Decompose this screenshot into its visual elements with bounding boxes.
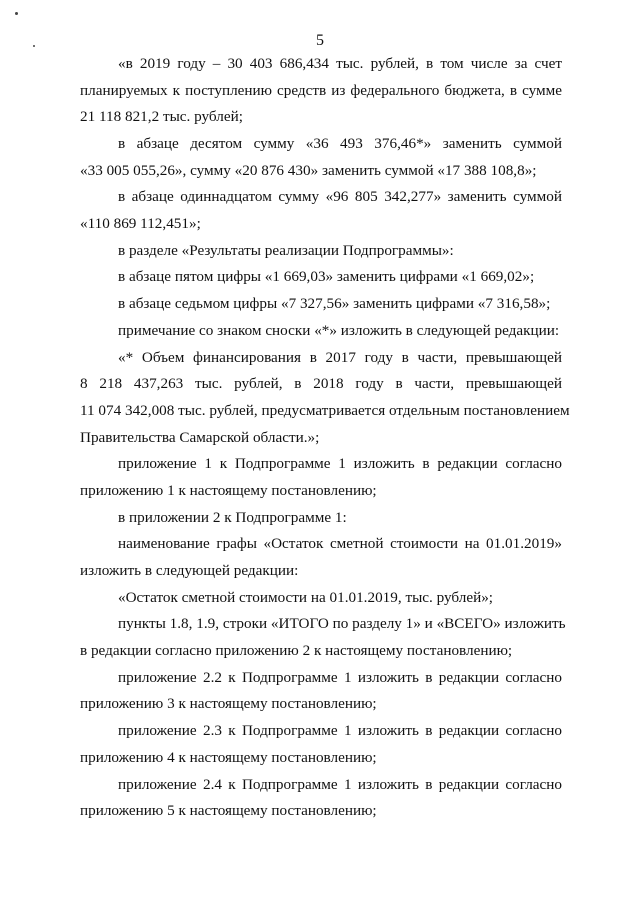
- text-line: приложению 5 к настоящему постановлению;: [80, 802, 377, 819]
- page-number: 5: [316, 32, 324, 49]
- text-line: в редакции согласно приложению 2 к настоящему постановлению;: [80, 642, 513, 659]
- text-line: приложение 2.3 к Подпрограмме 1 изложить в редакции согласно: [118, 722, 562, 739]
- text-line: наименование графы «Остаток сметной стоимости на 01.01.2019»: [118, 535, 562, 552]
- text-line: 11 074 342,008 тыс. рублей, предусматривается отдельным постановлением: [80, 402, 570, 419]
- text-line: в абзаце десятом сумму «36 493 376,46*» заменить суммой: [118, 135, 562, 152]
- text-line: планируемых к поступлению средств из федерального бюджета, в сумме: [80, 82, 562, 99]
- text-line: приложению 4 к настоящему постановлению;: [80, 749, 377, 766]
- text-line: Правительства Самарской области.»;: [80, 429, 320, 446]
- text-line: 8 218 437,263 тыс. рублей, в 2018 году в части, превышающей: [80, 375, 562, 392]
- text-line: 21 118 821,2 тыс. рублей;: [80, 108, 243, 125]
- text-line: приложению 3 к настоящему постановлению;: [80, 695, 377, 712]
- scan-mark: [15, 12, 18, 15]
- text-line: в приложении 2 к Подпрограмме 1:: [118, 509, 347, 526]
- text-line: «Остаток сметной стоимости на 01.01.2019, тыс. рублей»;: [118, 589, 494, 606]
- text-line: в разделе «Результаты реализации Подпрограммы»:: [118, 242, 454, 259]
- text-line: изложить в следующей редакции:: [80, 562, 299, 579]
- text-line: «110 869 112,451»;: [80, 215, 201, 232]
- text-line: в абзаце одиннадцатом сумму «96 805 342,277» заменить суммой: [118, 188, 562, 205]
- text-line: в абзаце седьмом цифры «7 327,56» заменить цифрами «7 316,58»;: [118, 295, 551, 312]
- text-line: приложению 1 к настоящему постановлению;: [80, 482, 377, 499]
- text-line: приложение 2.2 к Подпрограмме 1 изложить в редакции согласно: [118, 669, 562, 686]
- text-line: в абзаце пятом цифры «1 669,03» заменить цифрами «1 669,02»;: [118, 268, 535, 285]
- text-line: приложение 1 к Подпрограмме 1 изложить в редакции согласно: [118, 455, 562, 472]
- text-line: пункты 1.8, 1.9, строки «ИТОГО по разделу 1» и «ВСЕГО» изложить: [118, 615, 566, 632]
- text-line: «в 2019 году – 30 403 686,434 тыс. рублей, в том числе за счет: [118, 55, 562, 72]
- text-line: примечание со знаком сноски «*» изложить в следующей редакции:: [118, 322, 560, 339]
- text-line: «33 005 055,26», сумму «20 876 430» заменить суммой «17 388 108,8»;: [80, 162, 537, 179]
- text-line: «* Объем финансирования в 2017 году в части, превышающей: [118, 349, 562, 366]
- text-line: приложение 2.4 к Подпрограмме 1 изложить в редакции согласно: [118, 776, 562, 793]
